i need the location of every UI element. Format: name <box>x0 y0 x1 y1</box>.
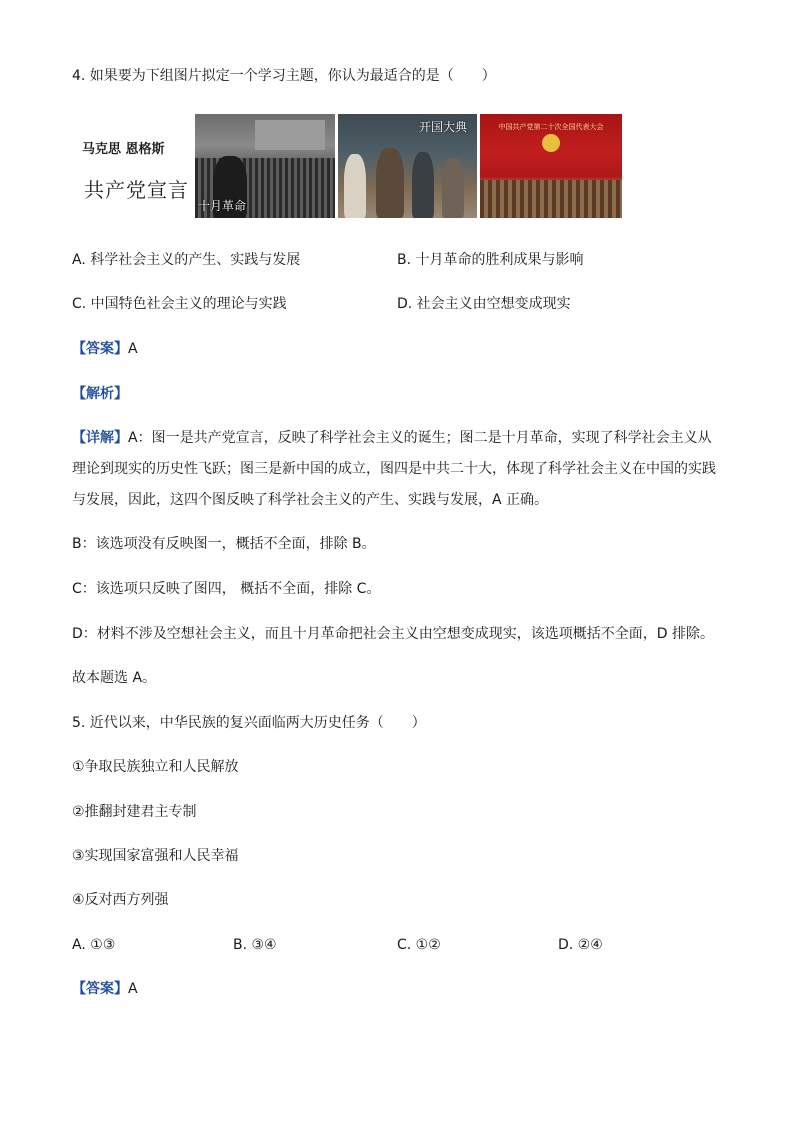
q5-item-3: ③实现国家富强和人民幸福 <box>72 848 239 864</box>
congress-image <box>480 114 622 218</box>
q4-analysis <box>72 384 128 404</box>
figure-1 <box>344 154 366 218</box>
q4-option-d: D. 社会主义由空想变成现实 <box>397 296 571 312</box>
answer-label: 【答案】 <box>72 341 128 357</box>
explain-c: C：该选项只反映了图四， 概括不全面，排除 C。 <box>72 581 381 597</box>
panel1-title: 共产党宣言 <box>84 178 189 202</box>
explain-b: B：该选项没有反映图一，概括不全面，排除 B。 <box>72 536 376 552</box>
panel2-caption: 十月革命 <box>198 199 247 213</box>
figure-4 <box>442 158 464 218</box>
q5-item-4: ④反对西方列强 <box>72 892 169 908</box>
q5-option-a: A. ①③ <box>72 937 116 953</box>
q4-stem: 4. 如果要为下组图片拟定一个学习主题，你认为最适合的是（ ） <box>72 68 496 84</box>
q4-option-a: A. 科学社会主义的产生、实践与发展 <box>72 252 301 268</box>
audience-shape <box>480 180 622 218</box>
q5-stem: 5. 近代以来，中华民族的复兴面临两大历史任务（ ） <box>72 715 426 731</box>
panel4-banner: 中国共产党第二十次全国代表大会 <box>498 123 604 131</box>
panel3-caption: 开国大典 <box>418 120 467 134</box>
detail-label: 【详解】 <box>72 430 128 446</box>
answer-value: A <box>128 341 138 357</box>
q4-answer <box>72 339 138 359</box>
founding-ceremony-image <box>338 114 477 218</box>
figure-3 <box>412 152 434 218</box>
panel1-names: 马克思 恩格斯 <box>82 142 165 157</box>
q4-option-c: C. 中国特色社会主义的理论与实践 <box>72 296 287 312</box>
q5-option-c: C. ①② <box>397 937 441 953</box>
q5-answer-label: 【答案】 <box>72 981 128 997</box>
q5-option-b: B. ③④ <box>233 937 277 953</box>
detail-text: A：图一是共产党宣言，反映了科学社会主义的诞生；图二是十月革命，实现了科学社会主义从理论到现实的历史性飞跃；图三是新中国的成立，图四是中共二十大，体现了科学社会主义在中国的实践与发展，因此，这四个图反映了科学社会主义的产生、实践与发展，A 正确。 <box>72 430 716 508</box>
q5-item-1: ①争取民族独立和人民解放 <box>72 759 239 775</box>
q5-answer-value: A <box>128 981 138 997</box>
manifesto-image <box>72 114 194 218</box>
analysis-label: 【解析】 <box>72 386 128 402</box>
figure-2 <box>376 148 404 218</box>
explain-d: D：材料不涉及空想社会主义，而且十月革命把社会主义由空想变成现实，该选项概括不全面，D 排除。 <box>72 626 715 642</box>
building-shape <box>255 120 325 150</box>
q5-option-d: D. ②④ <box>558 937 603 953</box>
q4-detail <box>72 423 724 516</box>
q5-item-2: ②推翻封建君主专制 <box>72 804 197 820</box>
emblem-shape <box>542 134 560 152</box>
conclusion: 故本题选 A。 <box>72 670 157 686</box>
october-revolution-image <box>195 114 335 218</box>
q4-option-b: B. 十月革命的胜利成果与影响 <box>397 252 584 268</box>
q5-answer <box>72 979 138 999</box>
